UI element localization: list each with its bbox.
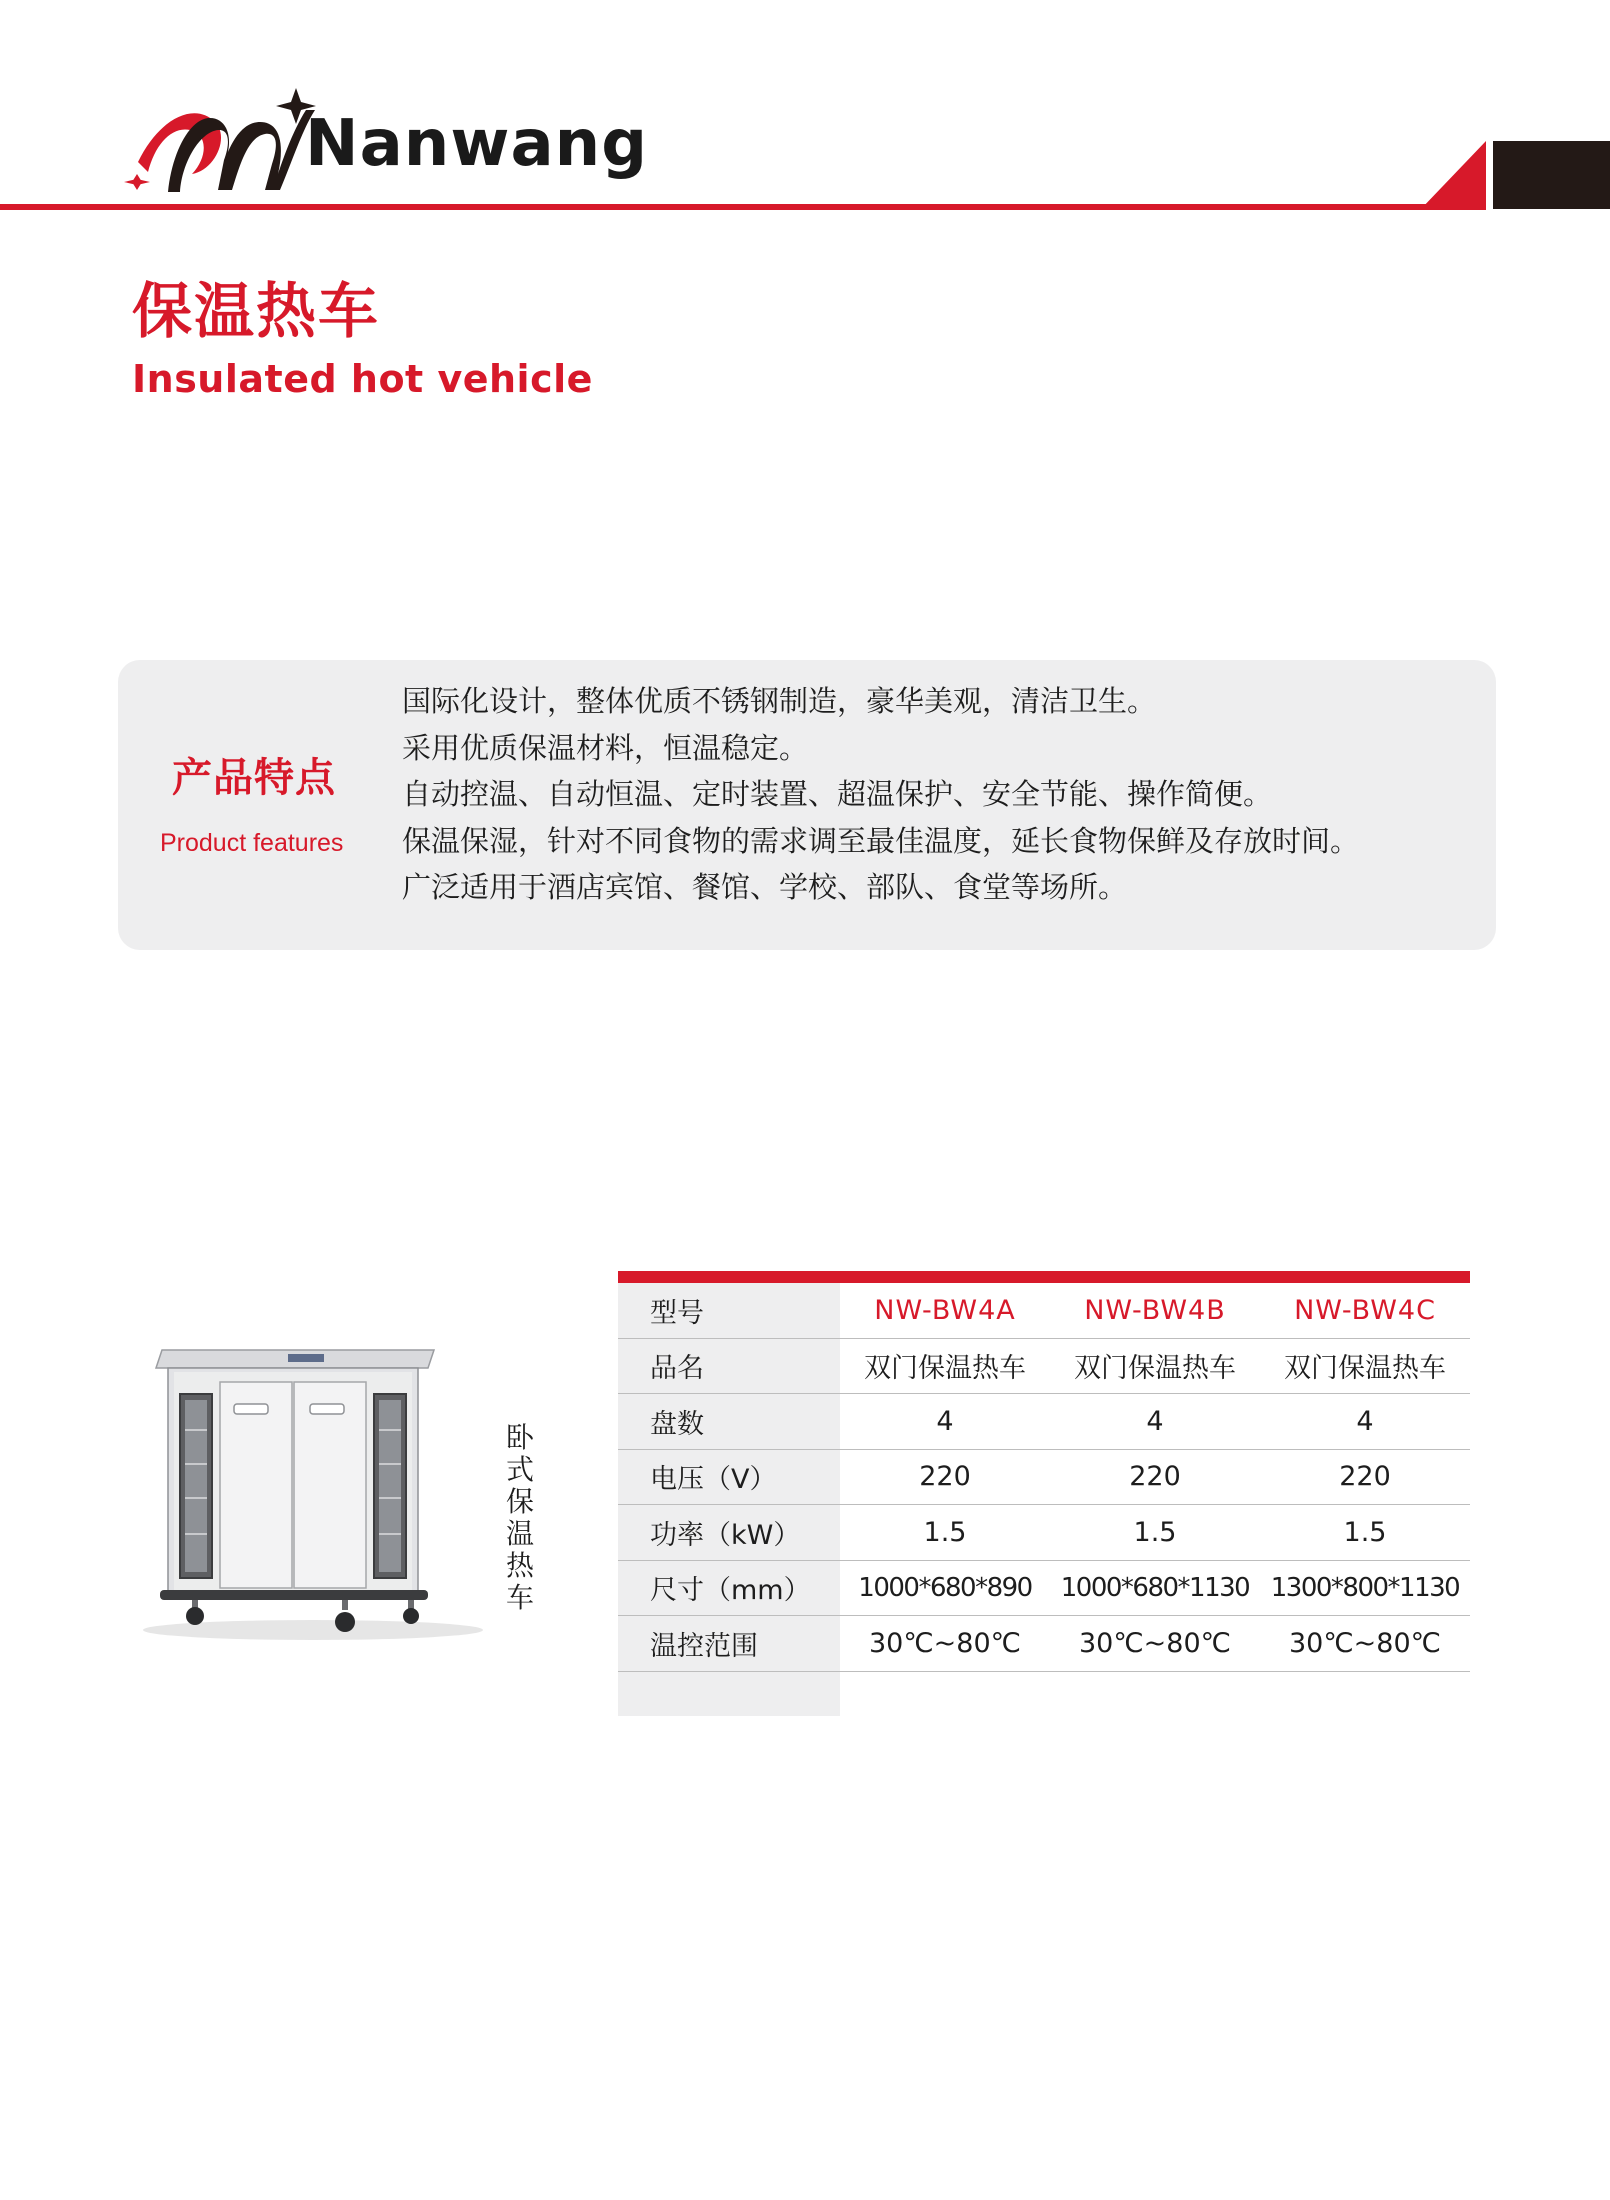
table-cell: 1.5 [1050, 1505, 1260, 1561]
table-row-temperature [618, 1616, 1470, 1672]
table-row-model [618, 1283, 1470, 1338]
features-heading-en: Product features [160, 829, 344, 857]
table-row-voltage [618, 1449, 1470, 1505]
table-cell: 双门保温热车 [1260, 1338, 1470, 1394]
table-row-name [618, 1338, 1470, 1394]
page-title-en: Insulated hot vehicle [132, 357, 593, 401]
model-cell: NW-BW4C [1260, 1283, 1470, 1338]
row-label: 型号 [618, 1283, 840, 1338]
row-label: 盘数 [618, 1394, 840, 1450]
row-label: 电压（V） [618, 1449, 840, 1505]
table-row-dimensions [618, 1560, 1470, 1616]
table-cell: 1.5 [1260, 1505, 1470, 1561]
row-label: 尺寸（mm） [618, 1560, 840, 1616]
row-label: 品名 [618, 1338, 840, 1394]
table-row-power [618, 1505, 1470, 1561]
feature-item: 保温保湿，针对不同食物的需求调至最佳温度，延长食物保鲜及存放时间。 [402, 823, 1360, 858]
table-cell: 220 [840, 1449, 1050, 1505]
header-dark-block [1493, 141, 1610, 209]
table-cell: 4 [1050, 1394, 1260, 1450]
model-cell: NW-BW4A [840, 1283, 1050, 1338]
spec-table [618, 1283, 1470, 1672]
table-cell: 30℃~80℃ [1050, 1616, 1260, 1672]
header-red-corner-shape [1420, 141, 1488, 210]
row-label: 功率（kW） [618, 1505, 840, 1561]
table-cell: 1.5 [840, 1505, 1050, 1561]
page-title-cn: 保温热车 [132, 277, 380, 347]
feature-item: 国际化设计，整体优质不锈钢制造，豪华美观，清洁卫生。 [402, 684, 1157, 718]
features-list [402, 678, 1359, 911]
table-row-trays [618, 1394, 1470, 1450]
feature-item: 采用优质保温材料，恒温稳定。 [402, 730, 809, 765]
table-cell: 双门保温热车 [840, 1338, 1050, 1394]
table-cell: 4 [1260, 1394, 1470, 1450]
table-cell: 220 [1050, 1449, 1260, 1505]
product-caption-vertical: 卧式保温热车 [505, 1421, 534, 1614]
spec-table-top-bar [618, 1271, 1470, 1283]
insulated-cart-image [128, 1338, 488, 1654]
row-label: 温控范围 [618, 1616, 840, 1672]
table-cell: 4 [840, 1394, 1050, 1450]
model-cell: NW-BW4B [1050, 1283, 1260, 1338]
table-cell: 1000*680*890 [840, 1560, 1050, 1616]
table-cell: 1300*800*1130 [1260, 1560, 1470, 1616]
feature-item: 自动控温、自动恒温、定时装置、超温保护、安全节能、操作简便。 [402, 777, 1273, 811]
table-cell: 1000*680*1130 [1050, 1560, 1260, 1616]
table-cell: 双门保温热车 [1050, 1338, 1260, 1394]
features-heading-cn: 产品特点 [172, 755, 336, 801]
header-divider-line [0, 204, 1486, 210]
table-cell: 220 [1260, 1449, 1470, 1505]
table-cell: 30℃~80℃ [1260, 1616, 1470, 1672]
feature-item: 广泛适用于酒店宾馆、餐馆、学校、部队、食堂等场所。 [402, 870, 1128, 904]
table-cell: 30℃~80℃ [840, 1616, 1050, 1672]
brand-name: Nanwang [305, 107, 648, 181]
